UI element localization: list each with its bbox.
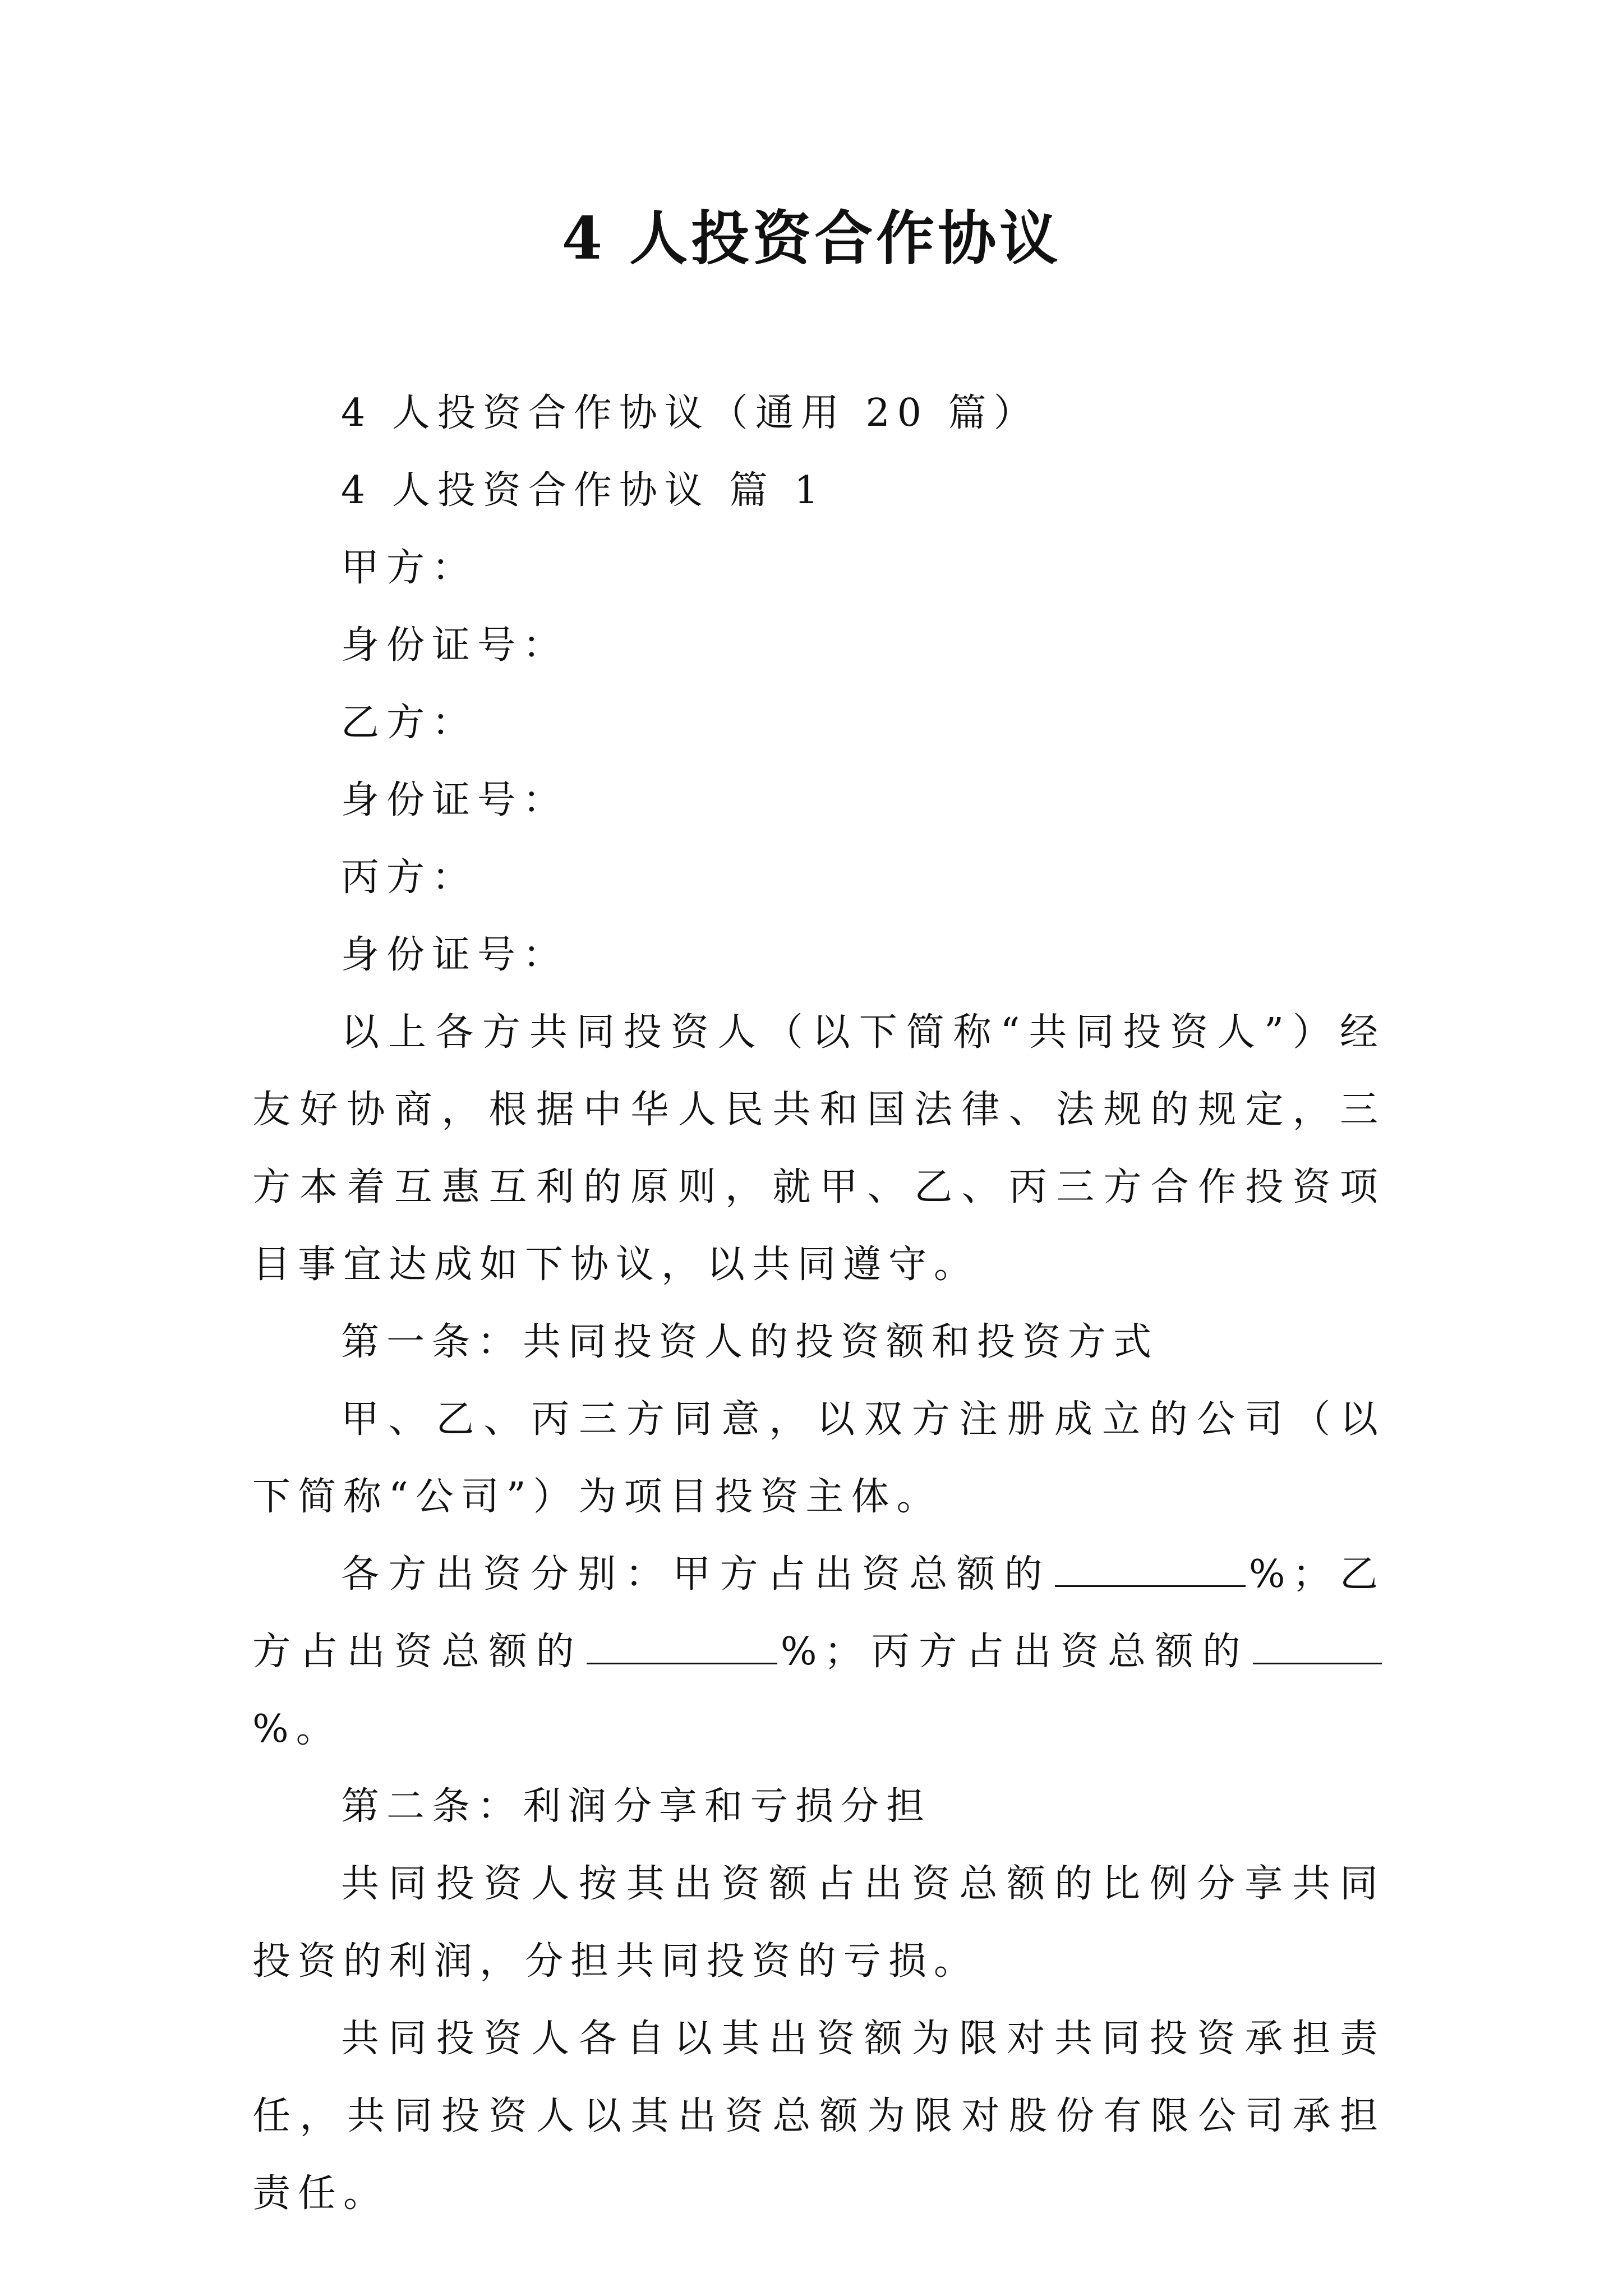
- section-heading: 4 人投资合作协议 篇 1: [341, 468, 826, 513]
- party-b-id-label: 身份证号：: [341, 778, 569, 822]
- contribution-text-3: %；丙方占出资总额的: [780, 1630, 1249, 1674]
- party-a-share-blank: [1055, 1552, 1246, 1587]
- preamble-paragraph: 以上各方共同投资人（以下简称“共同投资人”）经友好协商，根据中华人民共和国法律、法规的规定，三方本着互惠互利的原则，就甲、乙、丙三方合作投资项目事宜达成如下协议，以共同遵守。: [252, 1010, 1385, 1287]
- contribution-paragraph: [252, 1536, 1385, 1768]
- article-1-heading: 第一条：共同投资人的投资额和投资方式: [341, 1320, 1159, 1364]
- party-a-label: 甲方：: [341, 546, 478, 590]
- party-b-share-blank: [587, 1629, 777, 1664]
- contribution-text-1: 各方出资分别：甲方占出资总额的: [341, 1552, 1052, 1596]
- liability-paragraph: 共同投资人各自以其出资额为限对共同投资承担责任，共同投资人以其出资总额为限对股份有限公司承担责任。: [252, 2017, 1385, 2216]
- contribution-text-4: %。: [252, 1707, 342, 1751]
- subtitle-paragraph: 4 人投资合作协议（通用 20 篇）: [341, 391, 1039, 435]
- profit-sharing-paragraph: 共同投资人按其出资额占出资总额的比例分享共同投资的利润，分担共同投资的亏损。: [252, 1862, 1385, 1984]
- article-1-paragraph: 甲、乙、丙三方同意，以双方注册成立的公司（以下简称“公司”）为项目投资主体。: [252, 1397, 1385, 1519]
- contribution-text-2: %；乙方占出资总额的: [252, 1552, 1385, 1674]
- party-c-share-blank: [1253, 1629, 1382, 1664]
- party-a-id-label: 身份证号：: [341, 623, 569, 668]
- party-c-label: 丙方：: [341, 855, 478, 900]
- party-b-label: 乙方：: [341, 701, 478, 745]
- document-title: 4 人投资合作协议: [561, 204, 1062, 273]
- article-2-heading: 第二条：利润分享和亏损分担: [341, 1784, 932, 1829]
- document-body: [252, 375, 1385, 2233]
- party-c-id-label: 身份证号：: [341, 933, 569, 977]
